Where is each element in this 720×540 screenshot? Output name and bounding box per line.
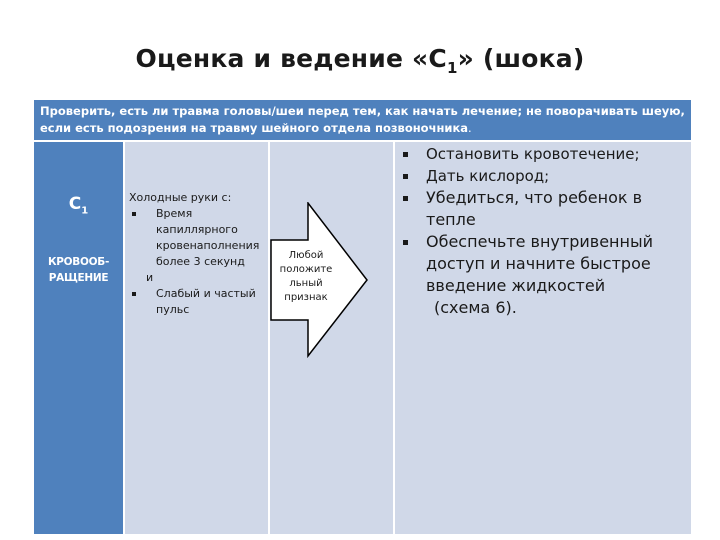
actions-tail: (схема 6). — [434, 298, 517, 317]
signs-cell — [125, 142, 268, 534]
list-item: Время капиллярного кровенаполнения более 3 секунд — [129, 206, 266, 270]
category-sublabel: КРОВООБ- РАЩЕНИЕ — [47, 256, 110, 284]
actions-cell — [395, 142, 691, 534]
list-item: Остановить кровотечение; — [400, 143, 684, 165]
list-item: Дать кислород; — [400, 165, 684, 187]
header-text: Проверить, есть ли травма головы/шеи перед тем, как начать лечение; не поворачивать шеую, если есть подозрения на травму шейного отдела позвоночника — [40, 104, 685, 135]
category-label: $С_1$ — [68, 194, 89, 217]
arrow-label: Любой положите льный признак — [279, 250, 333, 303]
list-item: Слабый и частый пульс — [129, 286, 266, 318]
category-cell — [34, 142, 123, 534]
actions-list — [400, 143, 684, 319]
list-item: Обеспечьте внутривенный доступ и начните быстрое введение жидкостей — [400, 231, 684, 297]
signs-text — [129, 190, 266, 318]
list-item: Убедиться, что ребенок в тепле — [400, 187, 684, 231]
slide-title: Оценка и ведение «$С_1$» (шока) — [135, 44, 585, 77]
signs-intro: Холодные руки с: — [129, 191, 232, 204]
table-header: Проверить, есть ли травма головы/шеи перед тем, как начать лечение; не поворачивать шеую, если есть подозрения на травму шейного отдела позвоночника. — [34, 100, 691, 140]
conjunction-text: и — [146, 271, 154, 284]
